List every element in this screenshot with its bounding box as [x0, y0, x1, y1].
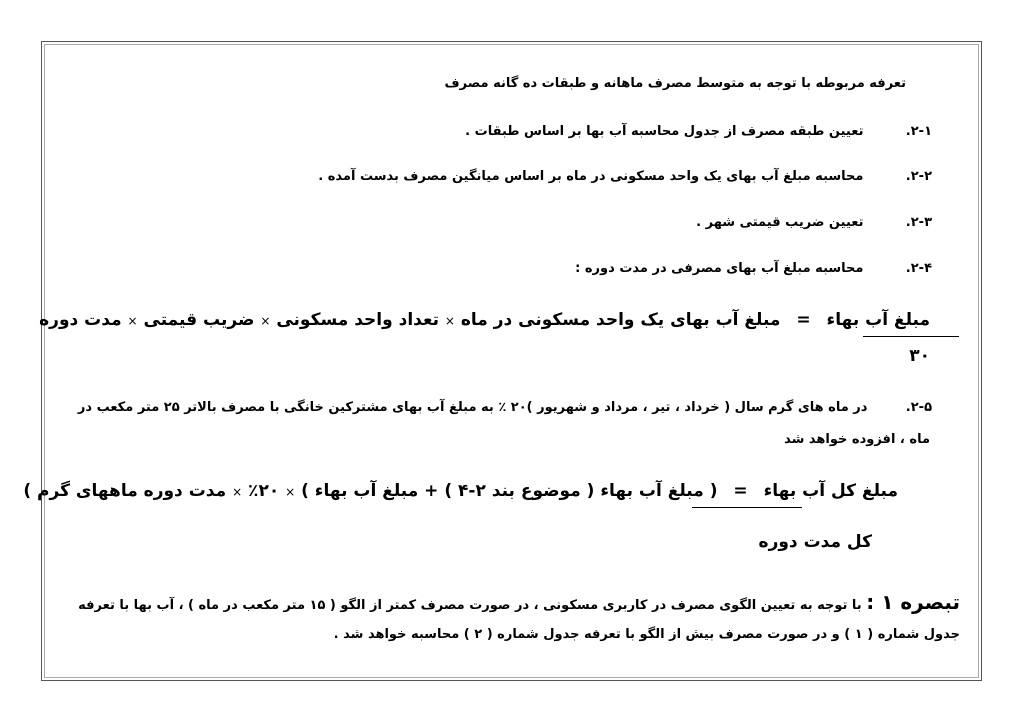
intro-text: تعرفه مربوطه با توجه به متوسط مصرف ماهانه و طبقات ده گانه مصرف [444, 76, 906, 91]
formula-2-rhs-b: مدت دوره ماههای گرم ) [23, 481, 227, 501]
formula-1-lhs: مبلغ آب بهاء [826, 310, 930, 330]
times-sign: × [260, 314, 271, 328]
item-number: ۲-۲. [905, 169, 932, 184]
item-text: محاسبه مبلغ آب بهای مصرفی در مدت دوره : [575, 261, 864, 276]
item-number: ۲-۳. [905, 215, 932, 230]
fraction-line [863, 336, 959, 337]
formula-1-part4: مدت دوره [39, 310, 122, 330]
times-sign: × [285, 485, 296, 499]
formula-1-denominator: ۳۰ [909, 346, 930, 366]
formula-1-part1: مبلغ آب بهای یک واحد مسکونی در ماه [460, 310, 781, 330]
list-item [696, 215, 932, 230]
formula-2-pct: ۲۰٪ [248, 481, 280, 501]
formula-2-lhs: مبلغ کل آب بهاء [763, 481, 898, 501]
list-item [575, 261, 932, 276]
item-text-continued: ماه ، افزوده خواهد شد [784, 432, 930, 447]
note-line-2: جدول شماره ( ۱ ) و در صورت مصرف بیش از الگو با تعرفه جدول شماره ( ۲ ) محاسبه خواهد شد . [333, 627, 960, 642]
formula-2-denominator: کل مدت دوره [758, 532, 872, 552]
note-text: با توجه به تعیین الگوی مصرف در کاربری مسکونی ، در صورت مصرف کمتر از الگو ( ۱۵ متر مکعب در ماه ) ، آب بها با تعرفه [78, 598, 862, 613]
note-label: تبصره ۱ : [866, 590, 960, 614]
item-number: ۲-۵. [905, 400, 932, 415]
item-number: ۲-۱. [905, 124, 932, 139]
formula-1 [39, 310, 930, 330]
times-sign: × [232, 485, 243, 499]
list-item [78, 400, 932, 415]
item-text: محاسبه مبلغ آب بهای یک واحد مسکونی در ماه بر اساس میانگین مصرف بدست آمده . [318, 169, 864, 184]
item-text: تعیین طبقه مصرف از جدول محاسبه آب بها بر اساس طبقات . [465, 124, 864, 139]
times-sign: × [444, 314, 455, 328]
formula-2-eq: = [733, 481, 748, 501]
formula-2-rhs-a: ( مبلغ آب بهاء ( موضوع بند ۲-۴ ) + مبلغ آب بهاء ) [301, 481, 718, 501]
list-item [318, 169, 932, 184]
times-sign: × [127, 314, 138, 328]
item-number: ۲-۴. [905, 261, 932, 276]
item-text: در ماه های گرم سال ( خرداد ، تیر ، مرداد و شهریور )۲۰ ٪ به مبلغ آب بهای مشترکین خانگی با مصرف بالاتر ۲۵ متر مکعب در [77, 400, 868, 415]
formula-1-part3: ضریب قیمتی [143, 310, 255, 330]
note-line-1 [78, 590, 960, 614]
formula-1-part2: تعداد واحد مسکونی [276, 310, 439, 330]
item-text: تعیین ضریب قیمتی شهر . [696, 215, 864, 230]
list-item [465, 124, 932, 139]
fraction-line [692, 507, 802, 508]
formula-1-eq: = [796, 310, 811, 330]
formula-2 [23, 481, 898, 501]
